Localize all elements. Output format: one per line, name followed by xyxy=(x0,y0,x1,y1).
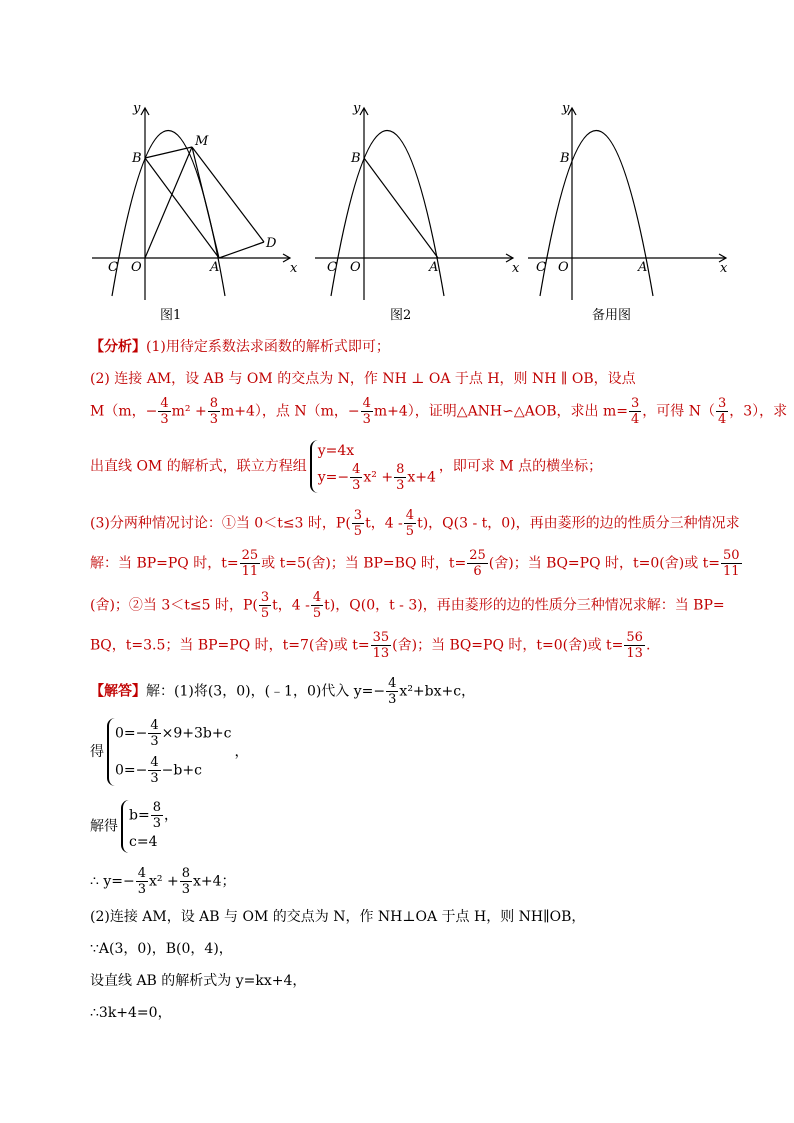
fig2-label-O: O xyxy=(350,260,361,275)
figures-area xyxy=(0,0,794,330)
solution-line-4: ∴ y=− $\frac{4}{3}$ x² + $\frac{8}{3}$ x+4； xyxy=(90,866,236,897)
fig2-segment-BA xyxy=(364,158,438,258)
fig2-label-y: y xyxy=(353,101,361,116)
fig2-parabola xyxy=(331,131,444,297)
fig1-label-B: B xyxy=(132,151,142,166)
analysis-p3b3: (舍)；当 BQ=PQ 时，t=0(舍)或 t= xyxy=(488,555,721,572)
solution-system-2: b= $\frac{8}{3}$ ， c=4 xyxy=(121,800,178,853)
analysis-p3a2: t，4 - xyxy=(365,515,403,532)
fig1-label-x: x xyxy=(290,261,298,276)
analysis-line-7: (舍)；②当 3＜t≤5 时，P( $\frac{3}{5}$ t，4 - $\frac{4}{5}$ t)，Q(0，t - 3)，再由菱形的边的性质分三种情况求解：当 BP= xyxy=(90,590,725,621)
analysis-p2b4: m+4），证明△ANH∽△AOB，求出 m= xyxy=(373,403,628,420)
analysis-line-6: 解：当 BP=PQ 时，t= $\frac{25}{11}$ 或 t=5(舍)；当 BP=BQ 时，t= $\frac{25}{6}$ (舍)；当 BQ=PQ 时，t=0(舍)或 t= $\frac{50}{11}$ xyxy=(90,548,740,579)
analysis-p3a1: (3)分两种情况讨论：①当 0＜t≤3 时，P( xyxy=(90,515,351,532)
analysis-p3d3: . xyxy=(645,637,651,654)
fig2-label-C: C xyxy=(327,260,337,275)
solution-tag: 【解答】 xyxy=(90,683,146,700)
analysis-line-1 xyxy=(90,336,390,356)
analysis-p3c3: t)，Q(0，t - 3)，再由菱形的边的性质分三种情况求解：当 BP= xyxy=(324,597,725,614)
solution-line-3 xyxy=(90,800,181,853)
analysis-p1: (1)用待定系数法求函数的解析式即可； xyxy=(146,339,390,355)
analysis-p3d1: BQ，t=3.5；当 BP=PQ 时，t=7(舍)或 t= xyxy=(90,637,370,654)
solution-res1: ∴ y=− xyxy=(90,873,135,890)
solution-line-2 xyxy=(90,718,248,786)
fig2-label-B: B xyxy=(351,151,361,166)
frac-8-3: $\frac{8}{3}$ xyxy=(209,396,218,427)
frac-4-3: $\frac{4}{3}$ xyxy=(160,396,169,427)
analysis-line-2 xyxy=(90,368,636,388)
fig3-label-C: C xyxy=(536,260,546,275)
fig1-caption: 图1 xyxy=(160,308,182,323)
analysis-p3a3: t)，Q(3 - t，0)，再由菱形的边的性质分三种情况求 xyxy=(417,515,740,532)
fig3-label-y: y xyxy=(562,101,570,116)
solution-line-1: 【解答】解：(1)将(3，0)，(﹣1，0)代入 y=− $\frac{4}{3}$ x²+bx+c， xyxy=(90,676,476,707)
analysis-p2b5: ，可得 N（ xyxy=(642,403,715,420)
figure-2 xyxy=(315,108,513,300)
figure-1 xyxy=(92,108,290,300)
analysis-p3c1: (舍)；②当 3＜t≤5 时，P( xyxy=(90,597,258,614)
analysis-line-8: BQ，t=3.5；当 BP=PQ 时，t=7(舍)或 t= $\frac{35}{13}$ (舍)；当 BQ=PQ 时，t=0(舍)或 t= $\frac{56}{13}$ . xyxy=(90,630,651,661)
analysis-p3b2: 或 t=5(舍)；当 BP=BQ 时，t= xyxy=(261,555,467,572)
fig1-segment-MD xyxy=(192,147,264,242)
analysis-line-4 xyxy=(90,440,602,493)
analysis-p3b1: 解：当 BP=PQ 时，t= xyxy=(90,555,239,572)
fig1-label-M: M xyxy=(195,134,209,149)
fig3-caption: 备用图 xyxy=(592,308,632,323)
frac-3-4b: $\frac{3}{4}$ xyxy=(717,396,727,427)
analysis-p2b3: m+4），点 N（m，− xyxy=(220,403,360,420)
solution-s1b: x²+bx+c， xyxy=(399,683,476,700)
analysis-p2a: (2) 连接 AM，设 AB 与 OM 的交点为 N，作 NH ⊥ OA 于点 H，则 NH ∥ OB，设点 xyxy=(90,371,636,387)
analysis-p2b6: ，3），求 xyxy=(729,403,788,420)
solution-system-1: 0=− $\frac{4}{3}$ ×9+3b+c 0=− $\frac{4}{3}$ −b+c xyxy=(107,718,231,786)
frac-3-4: $\frac{3}{4}$ xyxy=(630,396,640,427)
fig1-label-y: y xyxy=(133,101,141,116)
fig2-caption: 图2 xyxy=(390,308,412,323)
analysis-p3c2: t，4 - xyxy=(272,597,310,614)
fig1-segment-BA xyxy=(145,158,219,258)
fig3-label-O: O xyxy=(558,260,569,275)
frac-4-3b: $\frac{4}{3}$ xyxy=(362,396,371,427)
fig1-label-A: A xyxy=(210,260,220,275)
solution-res2: x² + xyxy=(149,873,179,890)
equation-system: y=4x y=− $\frac{4}{3}$ x² + $\frac{8}{3}$ x+4 xyxy=(310,440,436,493)
solution-res3: x+4； xyxy=(193,873,236,890)
solution-line-7: 设直线 AB 的解析式为 y=kx+4， xyxy=(90,973,307,989)
solution-de: 得 xyxy=(90,744,104,760)
fig1-segment-AM xyxy=(192,147,219,258)
fig1-label-O: O xyxy=(131,260,142,275)
analysis-p2c2: ，即可求 M 点的横坐标； xyxy=(438,458,603,475)
analysis-p2c1: 出直线 OM 的解析式，联立方程组 xyxy=(90,458,307,475)
solution-line-8: ∴3k+4=0， xyxy=(90,1005,172,1021)
solution-s1a: 解：(1)将(3，0)，(﹣1，0)代入 y=− xyxy=(146,683,386,700)
solution-comma: ， xyxy=(234,744,249,760)
fig3-label-x: x xyxy=(720,261,728,276)
fig3-parabola xyxy=(540,131,653,297)
solution-line-6: ∵A(3，0)，B(0，4)， xyxy=(90,941,233,957)
fig1-label-D: D xyxy=(266,236,277,251)
fig2-label-x: x xyxy=(512,261,520,276)
analysis-line-3 xyxy=(90,396,787,427)
fig1-segment-OM xyxy=(145,147,192,258)
fig3-label-A: A xyxy=(638,260,648,275)
solution-line-5: (2)连接 AM，设 AB 与 OM 的交点为 N，作 NH⊥OA 于点 H，则 NH∥OB， xyxy=(90,909,586,925)
fig1-segment-AD xyxy=(219,242,264,258)
analysis-p2b1: M（m，− xyxy=(90,403,158,420)
analysis-p2b2: m² + xyxy=(171,403,207,420)
fig3-label-B: B xyxy=(560,151,570,166)
fig2-label-A: A xyxy=(429,260,439,275)
solution-jie: 解得 xyxy=(90,818,118,835)
analysis-p3d2: (舍)；当 BQ=PQ 时，t=0(舍)或 t= xyxy=(392,637,624,654)
analysis-tag: 【分析】 xyxy=(90,339,146,355)
analysis-line-5: (3)分两种情况讨论：①当 0＜t≤3 时，P( $\frac{3}{5}$ t，4 - $\frac{4}{5}$ t)，Q(3 - t，0)，再由菱形的边的性质分三种情况求 xyxy=(90,508,740,539)
fig1-segment-BM xyxy=(145,147,192,158)
fig1-label-C: C xyxy=(108,260,118,275)
